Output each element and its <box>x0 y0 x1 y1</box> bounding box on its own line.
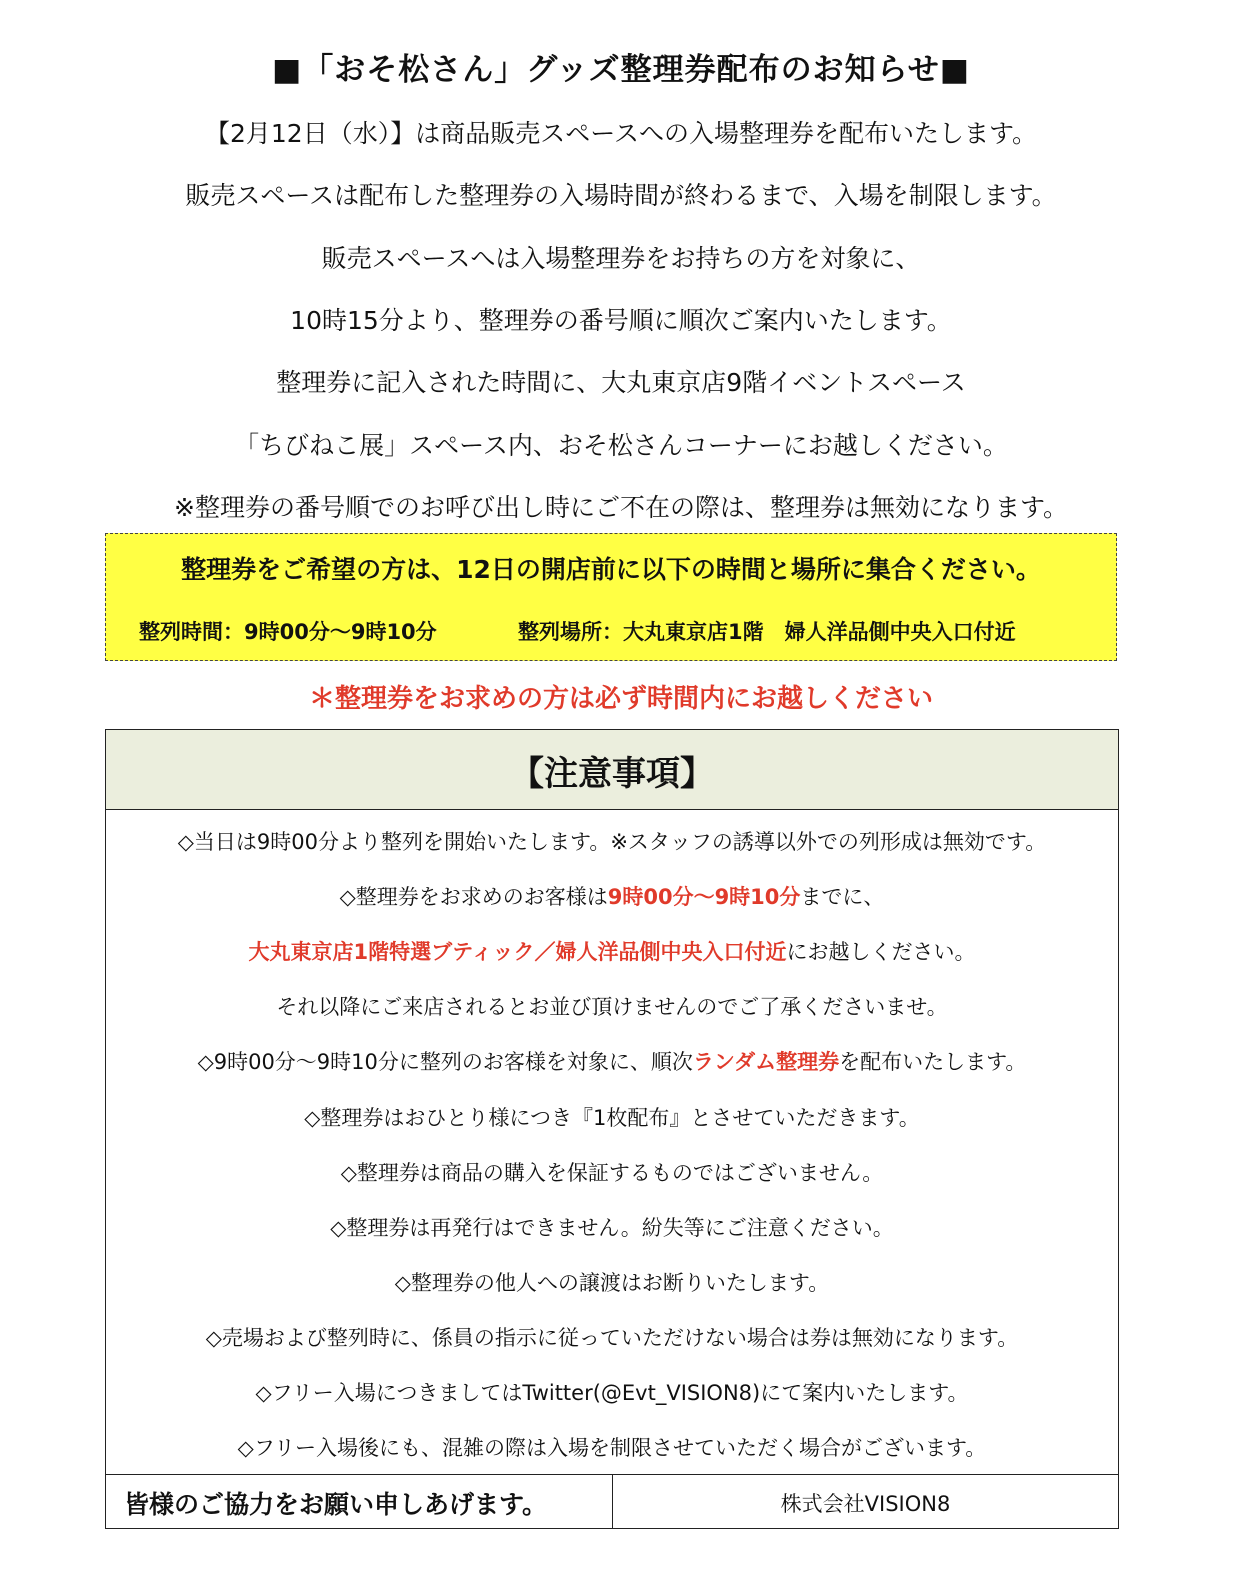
gathering-info-box <box>105 533 1117 661</box>
intro-line-7: ※整理券の番号順でのお呼び出し時にご不在の際は、整理券は無効になります。 <box>174 493 1068 522</box>
precaution-line: ◇整理券の他人への譲渡はお断りいたします。 <box>394 1271 830 1295</box>
gathering-place: 整列場所：大丸東京店1階 婦人洋品側中央入口付近 <box>518 620 1016 644</box>
precautions-box <box>105 729 1119 1529</box>
precaution-highlight: 9時00分～9時10分 <box>607 885 801 909</box>
precaution-highlight: 大丸東京店1階特選ブティック／婦人洋品側中央入口付近 <box>248 940 787 964</box>
precaution-line: ◇整理券はおひとり様につき『1枚配布』とさせていただきます。 <box>304 1106 920 1130</box>
precaution-line: ◇当日は9時00分より整列を開始いたします。※スタッフの誘導以外での列形成は無効です。 <box>177 830 1047 854</box>
precaution-line <box>106 881 1118 911</box>
precaution-line <box>106 1046 1118 1076</box>
precaution-text: ◇9時00分～9時10分に整列のお客様を対象に、順次 <box>197 1050 693 1074</box>
intro-line-4: 10時15分より、整理券の番号順に順次ご案内いたします。 <box>290 306 952 335</box>
precautions-header <box>106 730 1118 810</box>
precaution-text: ◇整理券をお求めのお客様は <box>339 885 608 909</box>
intro-line-5: 整理券に記入された時間に、大丸東京店9階イベントスペース <box>276 368 966 397</box>
precaution-text: までに、 <box>800 885 885 909</box>
intro-line-6: 「ちびねこ展」スペース内、おそ松さんコーナーにお越しください。 <box>234 431 1008 460</box>
intro-line-1: 【2月12日（水）】は商品販売スペースへの入場整理券を配布いたします。 <box>205 119 1037 148</box>
precaution-text: を配布いたします。 <box>839 1050 1027 1074</box>
precaution-line: それ以降にご来店されるとお並び頂けませんのでご了承くださいませ。 <box>276 995 948 1019</box>
red-warning-note: ＊整理券をお求めの方は必ず時間内にお越しください <box>308 684 933 714</box>
intro-line-2: 販売スペースは配布した整理券の入場時間が終わるまで、入場を制限します。 <box>185 181 1057 210</box>
precaution-line: ◇整理券は商品の購入を保証するものではございません。 <box>340 1161 884 1185</box>
precautions-heading: 【注意事項】 <box>510 754 714 794</box>
precaution-text: にお越しください。 <box>786 940 976 964</box>
precaution-highlight: ランダム整理券 <box>692 1050 840 1074</box>
intro-line-3: 販売スペースへは入場整理券をお持ちの方を対象に、 <box>321 244 921 273</box>
gathering-time: 整列時間：9時00分～9時10分 <box>139 620 437 644</box>
footer-thanks: 皆様のご協力をお願い申しあげます。 <box>124 1490 548 1519</box>
precaution-line <box>106 936 1118 966</box>
precaution-line: ◇売場および整列時に、係員の指示に従っていただけない場合は券は無効になります。 <box>205 1326 1019 1350</box>
footer-company: 株式会社VISION8 <box>780 1492 951 1516</box>
footer-row <box>106 1474 1118 1528</box>
precaution-line: ◇整理券は再発行はできません。紛失等にご注意ください。 <box>330 1216 894 1240</box>
gathering-headline: 整理券をご希望の方は、12日の開店前に以下の時間と場所に集合ください。 <box>181 555 1041 584</box>
precaution-line: ◇フリー入場後にも、混雑の際は入場を制限させていただく場合がございます。 <box>237 1436 987 1460</box>
precaution-line: ◇フリー入場につきましてはTwitter(@Evt_VISION8)にて案内いたします。 <box>255 1381 969 1405</box>
notice-title: ■「おそ松さん」グッズ整理券配布のお知らせ■ <box>271 52 971 88</box>
footer-thanks-cell <box>106 1475 613 1528</box>
